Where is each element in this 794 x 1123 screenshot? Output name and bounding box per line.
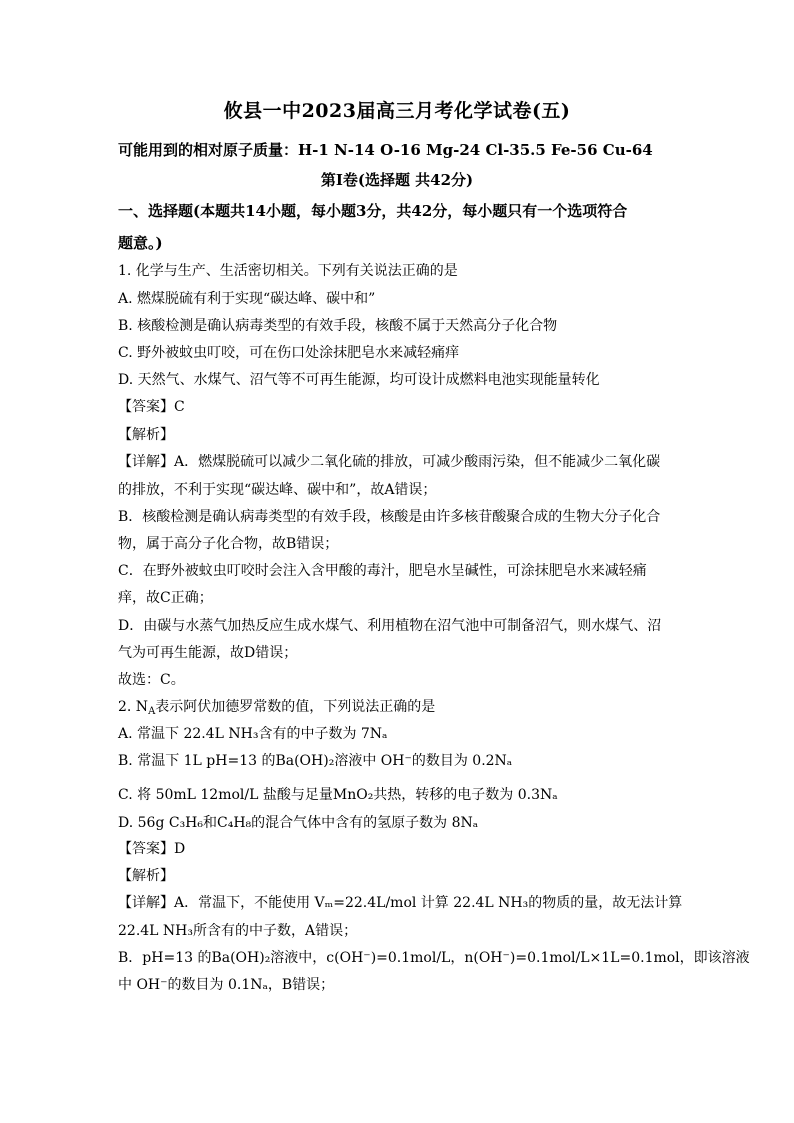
q1-analysis-label: 【解析】: [118, 427, 174, 443]
q2-stem-prefix: 2. N: [118, 699, 149, 715]
q1-option-a: A. 燃煤脱硫有利于实现“碳达峰、碳中和”: [118, 291, 376, 307]
q1-option-d: D. 天然气、水煤气、沼气等不可再生能源，均可设计成燃料电池实现能量转化: [118, 372, 600, 388]
q1-option-c: C. 野外被蚊虫叮咬，可在伤口处涂抹肥皂水来减轻痛痒: [118, 345, 460, 361]
q2-stem-subscript: A: [148, 706, 156, 717]
q2-stem: [118, 698, 435, 721]
q1-detail-line: C．在野外被蚊虫叮咬时会注入含甲酸的毒汁，肥皂水呈碱性，可涂抹肥皂水来减轻痛: [118, 563, 647, 579]
part-heading-line-1: 一、选择题(本题共14小题，每小题3分，共42分，每小题只有一个选项符合: [118, 202, 628, 220]
q1-option-b: B. 核酸检测是确认病毒类型的有效手段，核酸不属于天然高分子化合物: [118, 318, 558, 334]
page-title: 攸县一中2023届高三月考化学试卷(五): [223, 100, 571, 122]
section-heading: 第I卷(选择题 共42分): [320, 171, 474, 189]
q2-answer: 【答案】D: [118, 841, 186, 857]
q1-detail-line: 痒，故C正确；: [118, 590, 213, 606]
q2-detail-line: 22.4L NH₃所含有的中子数，A错误；: [118, 923, 358, 939]
part-heading-line-2: 题意。): [118, 234, 163, 252]
q1-detail-line: 【详解】A．燃煤脱硫可以减少二氧化硫的排放，可减少酸雨污染，但不能减少二氧化碳: [118, 454, 661, 470]
q1-detail-line: B．核酸检测是确认病毒类型的有效手段，核酸是由许多核苷酸聚合成的生物大分子化合: [118, 509, 661, 525]
q2-stem-rest: 表示阿伏加德罗常数的值，下列说法正确的是: [155, 699, 436, 715]
q2-detail-line: 中 OH⁻的数目为 0.1Nₐ，B错误；: [118, 977, 335, 993]
q1-detail-line: 气为可再生能源，故D错误；: [118, 645, 298, 661]
q2-detail-line: B．pH=13 的Ba(OH)₂溶液中，c(OH⁻)=0.1mol/L，n(OH⁻)=0.1mol/L×1L=0.1mol，即该溶液: [118, 950, 750, 966]
q2-analysis-label: 【解析】: [118, 868, 174, 884]
atomic-masses-line: 可能用到的相对原子质量：H-1 N-14 O-16 Mg-24 Cl-35.5 Fe-56 Cu-64: [118, 141, 653, 159]
q2-option-b: B. 常温下 1L pH=13 的Ba(OH)₂溶液中 OH⁻的数目为 0.2Nₐ: [118, 753, 513, 769]
q2-option-a: A. 常温下 22.4L NH₃含有的中子数为 7Nₐ: [118, 726, 388, 742]
q1-conclusion: 故选：C。: [118, 672, 185, 688]
q2-detail-line: 【详解】A．常温下，不能使用 Vₘ=22.4L/mol 计算 22.4L NH₃的物质的量，故无法计算: [118, 895, 683, 911]
q1-stem: 1. 化学与生产、生活密切相关。下列有关说法正确的是: [118, 263, 458, 279]
q2-option-d: D. 56g C₃H₆和C₄H₈的混合气体中含有的氢原子数为 8Nₐ: [118, 815, 479, 831]
q2-option-c: C. 将 50mL 12mol/L 盐酸与足量MnO₂共热，转移的电子数为 0.3Nₐ: [118, 787, 558, 803]
q1-answer: 【答案】C: [118, 399, 185, 415]
q1-detail-line: 物，属于高分子化合物，故B错误；: [118, 536, 339, 552]
q1-detail-line: 的排放，不利于实现“碳达峰、碳中和”，故A错误；: [118, 482, 437, 498]
q1-detail-line: D．由碳与水蒸气加热反应生成水煤气、利用植物在沼气池中可制备沼气，则水煤气、沼: [118, 618, 662, 634]
